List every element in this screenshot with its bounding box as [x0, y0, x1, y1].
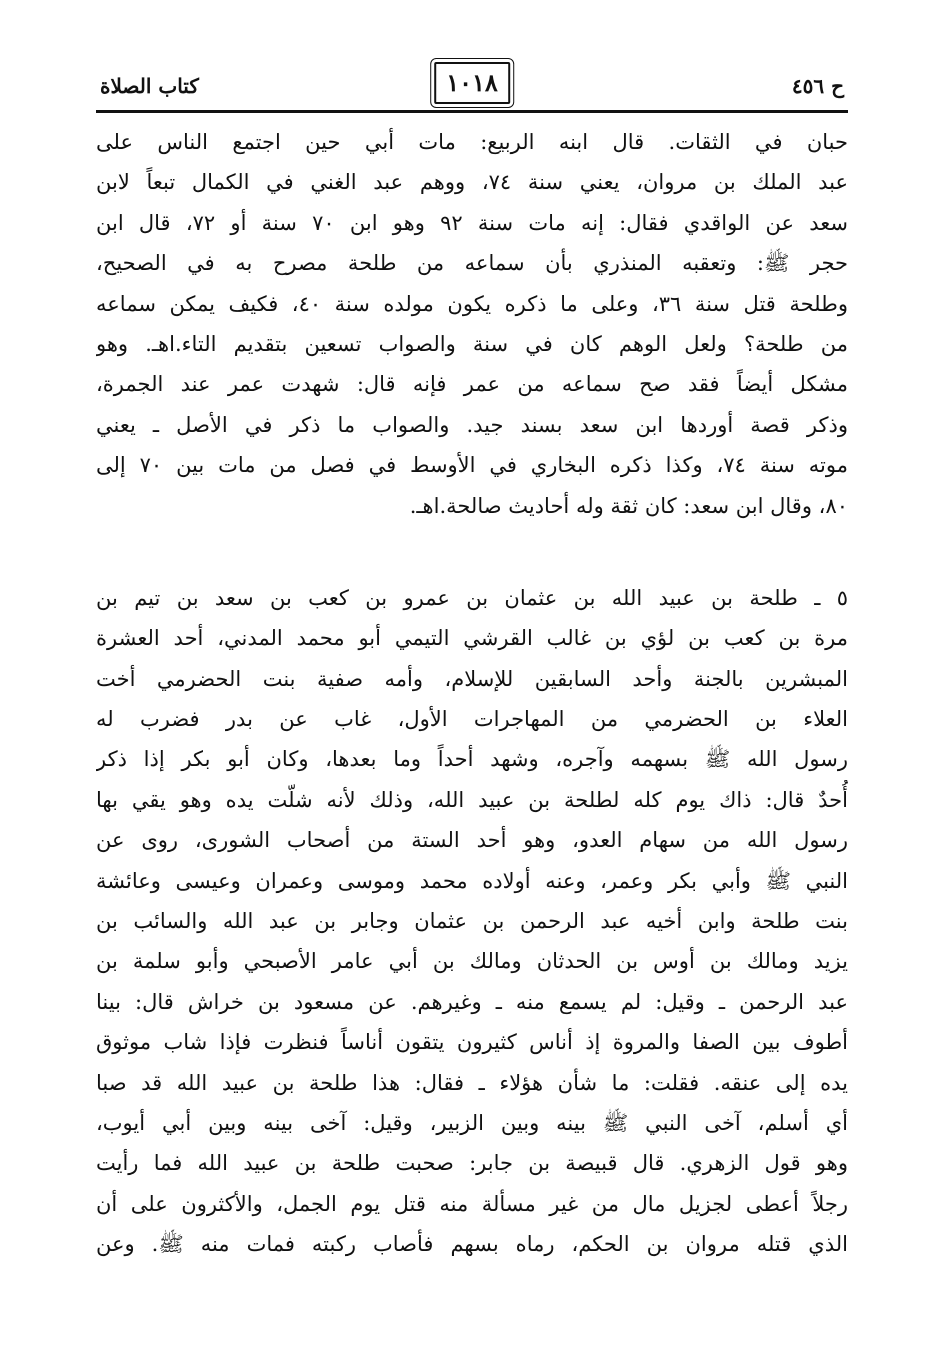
text-line: مشكل أيضاً فقد صح سماعه من عمر فإنه قال: شهدت عمر عند الجمرة،	[96, 372, 848, 397]
page-header	[96, 62, 848, 114]
text-line: مرة بن كعب بن لؤي بن غالب القرشي التيمي أبو محمد المدني، أحد العشرة	[96, 626, 848, 651]
text-line: سعد عن الواقدي فقال: إنه مات سنة ٩٢ وهو ابن ٧٠ سنة أو ٧٢، قال ابن	[96, 210, 848, 235]
text-line: يده إلى عنقه. فقلت: ما شأن هؤلاء ـ فقال: هذا طلحة بن عبيد الله قد صبا	[96, 1070, 848, 1095]
text-line: النبي ﷺ وأبي بكر وعمر، وعنه أولاده محمد وموسى وعمران وعيسى وعائشة	[96, 868, 848, 893]
text-line: ٨٠، وقال ابن سعد: كان ثقة وله أحاديث صالحة.اهـ.	[409, 493, 848, 518]
text-line: الذي قتله مروان بن الحكم، رماه بسهم فأصاب ركبته فمات منه ﷺ. وعن	[96, 1232, 848, 1257]
header-rule	[96, 110, 848, 113]
text-line: العلاء بن الحضرمي من المهاجرات الأول، غاب عن بدر فضرب له	[96, 707, 848, 732]
text-line: وذكر قصة أوردها ابن سعد بسند جيد. والصواب ما ذكر في الأصل ـ يعني	[96, 412, 848, 437]
text-line: من طلحة؟ ولعل الوهم كان في سنة والصواب تسعين بتقديم التاء.اهـ. وهو	[96, 331, 848, 356]
text-line: رسول الله من سهام العدو، وهو أحد الستة من أصحاب الشورى، روى عن	[96, 828, 848, 853]
text-line: أطوف بين الصفا والمروة إذ أناس كثيرون يتقون أناساً فنظرت فإذا شاب موثوق	[96, 1030, 848, 1055]
text-line: يزيد ومالك بن أوس بن الحدثان ومالك بن أبي عامر الأصبحي وأبو سلمة بن	[96, 949, 848, 974]
chapter-title: كتاب الصلاة	[100, 74, 199, 98]
text-line: موته سنة ٧٤، وكذا ذكره البخاري في الأوسط في فصل من مات بين ٧٠ إلى	[96, 453, 848, 478]
page-number: ١٠١٨	[434, 62, 510, 104]
paragraph-gap	[96, 526, 848, 578]
text-line: أُحدٌ قال: ذاك يوم كله لطلحة بن عبيد الله، وذلك لأنه شلّت يده وهو يقي بها	[96, 787, 848, 812]
text-line: حجر ﷺ: وتعقبه المنذري بأن سماعه من طلحة مصرح به في الصحيح،	[96, 251, 848, 276]
paragraph-1	[96, 122, 848, 526]
text-line: المبشرين بالجنة وأحد السابقين للإسلام، وأمه صفية بنت الحضرمي أخت	[96, 666, 848, 691]
text-line: وهو قول الزهري. قال قبيصة بن جابر: صحبت طلحة بن عبيد الله فما رأيت	[96, 1151, 848, 1176]
hadith-reference: ح ٤٥٦	[791, 74, 844, 98]
text-line: رسول الله ﷺ بسهمه وآجره، وشهد أحداً وما بعدها، وكان أبو بكر إذا ذكر	[96, 747, 848, 772]
text-line: عبد الرحمن ـ وقيل: لم يسمع منه ـ وغيرهم. عن مسعود بن خراش قال: بينا	[96, 989, 848, 1014]
text-line: بنت طلحة وابن أخيه عبد الرحمن بن عثمان وجابر بن عبد الله والسائب بن	[96, 909, 848, 934]
text-line: ٥ ـ طلحة بن عبيد الله بن عثمان بن عمرو بن كعب بن سعد بن تيم بن	[96, 585, 848, 610]
text-line: رجلاً أعطى لجزيل مال من غير مسألة منه قتل يوم الجمل، والأكثرون على أن	[96, 1191, 848, 1216]
text-line: عبد الملك بن مروان، يعني سنة ٧٤، ووهم عبد الغني في الكمال تبعاً لابن	[96, 170, 848, 195]
page-body	[96, 122, 848, 1265]
paragraph-2	[96, 578, 848, 1265]
text-line: أي أسلم، آخى النبي ﷺ بينه وبين الزبير، وقيل: آخى بينه وبين أبي أيوب،	[96, 1110, 848, 1135]
text-line: وطلحة قتل سنة ٣٦، وعلى ما ذكره يكون مولده سنة ٤٠، فكيف يمكن سماعه	[96, 291, 848, 316]
text-line: حبان في الثقات. قال ابنه الربيع: مات أبي حين اجتمع الناس على	[96, 130, 848, 154]
